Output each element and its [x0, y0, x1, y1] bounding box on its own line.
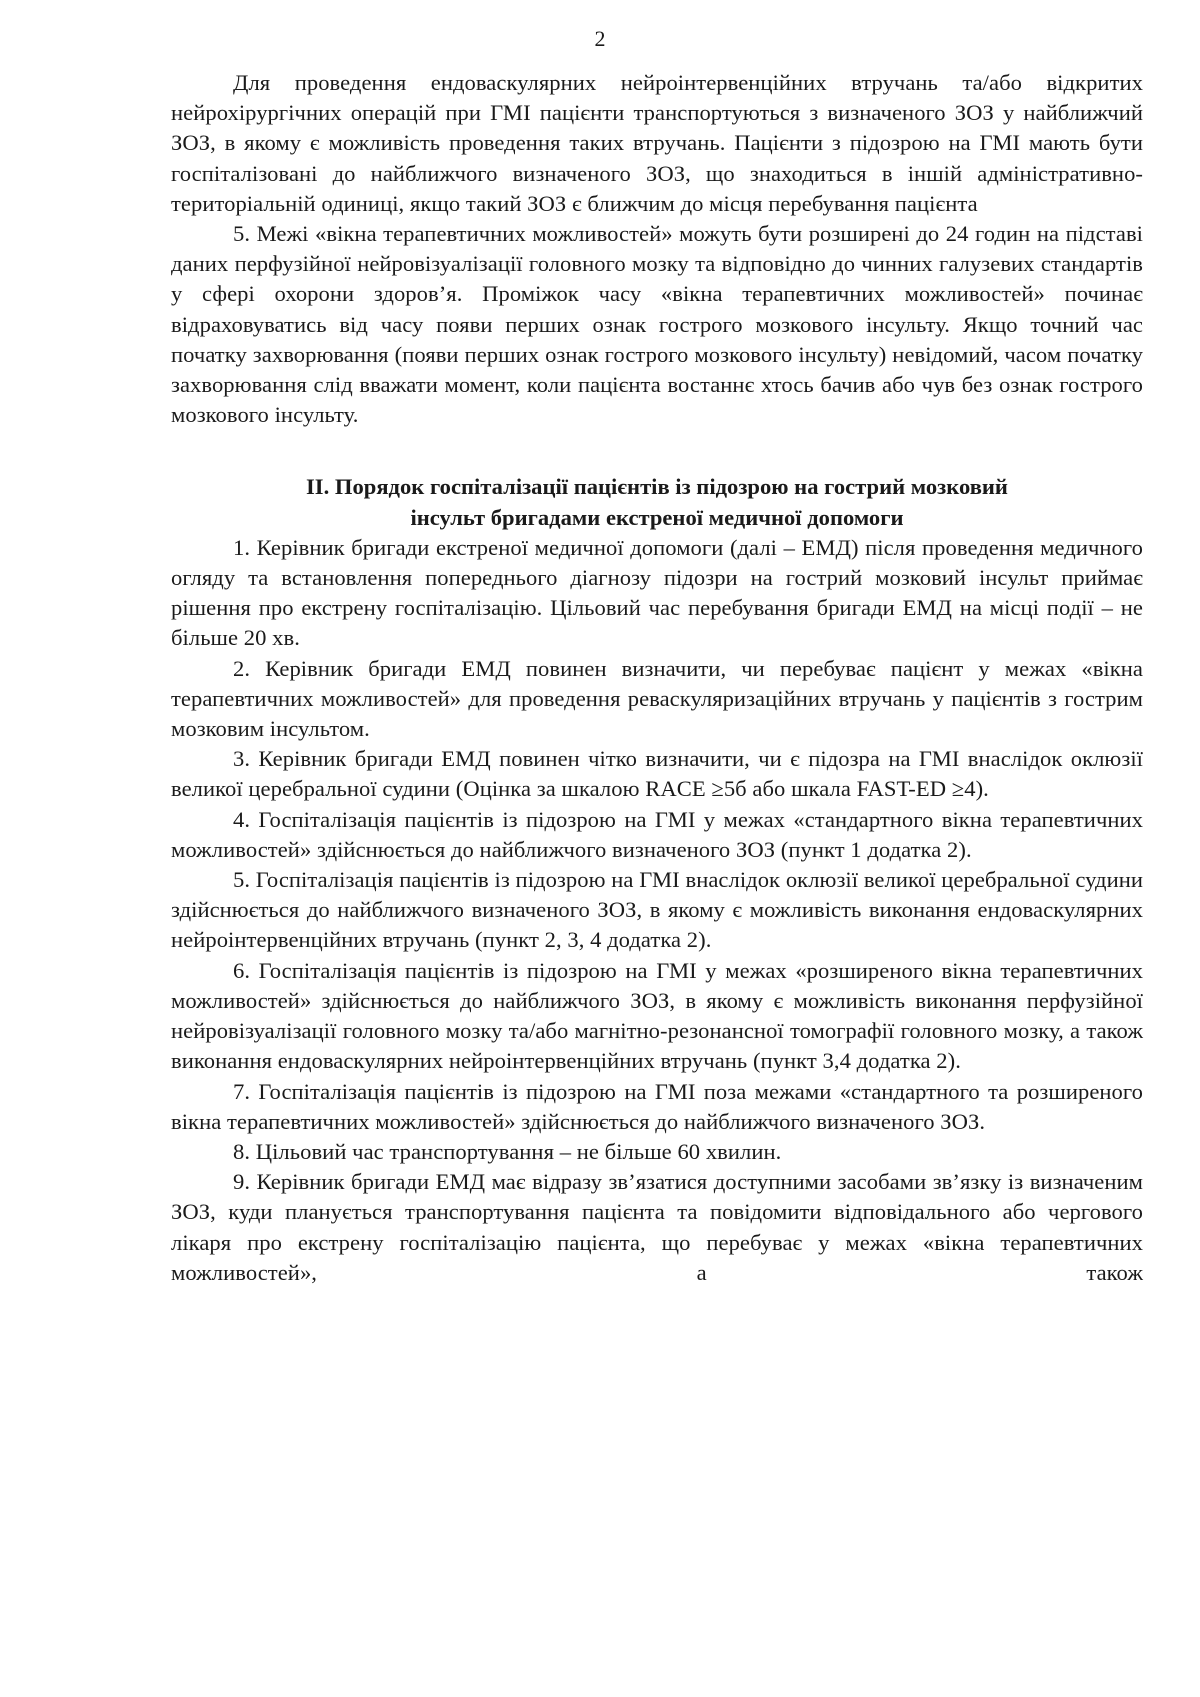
section-item-1: 1. Керівник бригади екстреної медичної допомоги (далі – ЕМД) після проведення медичного огляду та встановлення попереднього діагнозу підозри на гострий мозковий інсульт приймає рішення про екстрену госпіталізацію. Цільовий час перебування бригади ЕМД на місці події – не більше 20 хв.: [171, 534, 1143, 651]
section-heading-line-1: II. Порядок госпіталізації пацієнтів із підозрою на гострий мозковий: [306, 474, 1008, 500]
section-item-5: 5. Госпіталізація пацієнтів із підозрою на ГМІ внаслідок оклюзії великої церебральної судини здійснюється до найближчого визначеного ЗОЗ, в якому є можливість виконання ендоваскулярних нейроінтервенційних втручань (пункт 2, 3, 4 додатка 2).: [171, 867, 1143, 953]
section-item-8: 8. Цільовий час транспортування – не більше 60 хвилин.: [233, 1138, 782, 1164]
paragraph-intro-1: Для проведення ендоваскулярних нейроінтервенційних втручань та/або відкритих нейрохірургічних операцій при ГМІ пацієнти транспортуються з визначеного ЗОЗ у найближчий ЗОЗ, в якому є можливість проведення таких втручань. Пацієнти з підозрою на ГМІ мають бути госпіталізовані до найближчого визначеного ЗОЗ, що знаходиться в іншій адміністративно-територіальній одиниці, якщо такий ЗОЗ є ближчим до місця перебування пацієнта: [171, 70, 1143, 216]
page-number: 2: [594, 26, 606, 51]
document-body: [171, 68, 1143, 1288]
section-heading-line-2: інсульт бригадами екстреної медичної допомоги: [410, 504, 904, 530]
section-item-3: 3. Керівник бригади ЕМД повинен чітко визначити, чи є підозра на ГМІ внаслідок оклюзії великої церебральної судини (Оцінка за шкалою RACE ≥5б або шкала FAST-ED ≥4).: [171, 746, 1143, 802]
section-item-4: 4. Госпіталізація пацієнтів із підозрою на ГМІ у межах «стандартного вікна терапевтичних можливостей» здійснюється до найближчого визначеного ЗОЗ (пункт 1 додатка 2).: [171, 806, 1143, 862]
section-item-9: 9. Керівник бригади ЕМД має відразу зв’язатися доступними засобами зв’язку із визначеним ЗОЗ, куди планується транспортування пацієнта та повідомити відповідального або чергового лікаря про екстрену госпіталізацію пацієнта, що перебуває у межах «вікна терапевтичних можливостей», а також: [171, 1169, 1143, 1285]
section-item-2: 2. Керівник бригади ЕМД повинен визначити, чи перебуває пацієнт у межах «вікна терапевтичних можливостей» для проведення реваскуляризаційних втручань у пацієнтів з гострим мозковим інсультом.: [171, 655, 1143, 742]
paragraph-intro-item-5: 5. Межі «вікна терапевтичних можливостей» можуть бути розширені до 24 годин на підставі даних перфузійної нейровізуалізації головного мозку та відповідно до чинних галузевих стандартів у сфері охорони здоров’я. Проміжок часу «вікна терапевтичних можливостей» починає відраховуватись від часу появи перших ознак гострого мозкового інсульту. Якщо точний час початку захворювання (появи перших ознак гострого мозкового інсульту) невідомий, часом початку захворювання слід вважати момент, коли пацієнта востаннє хтось бачив або чув без ознак гострого мозкового інсульту.: [171, 221, 1143, 428]
section-heading: [171, 472, 1143, 532]
section-item-7: 7. Госпіталізація пацієнтів із підозрою на ГМІ поза межами «стандартного та розширеного вікна терапевтичних можливостей» здійснюється до найближчого визначеного ЗОЗ.: [171, 1078, 1143, 1134]
section-item-6: 6. Госпіталізація пацієнтів із підозрою на ГМІ у межах «розширеного вікна терапевтичних можливостей» здійснюється до найближчого ЗОЗ, в якому є можливість виконання перфузійної нейровізуалізації головного мозку та/або магнітно-резонансної томографії головного мозку, а також виконання ендоваскулярних нейроінтервенційних втручань (пункт 3,4 додатка 2).: [171, 957, 1143, 1074]
